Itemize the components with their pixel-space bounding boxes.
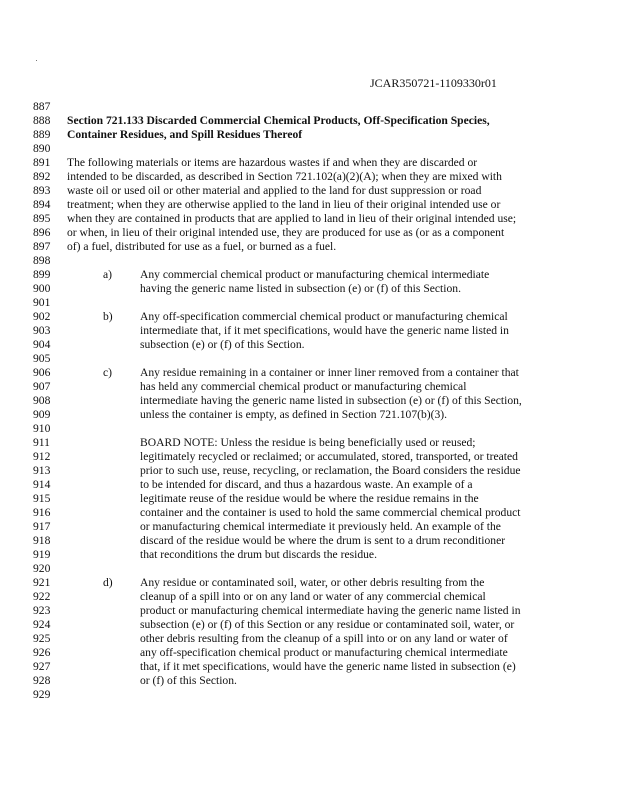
line-number: 892 (33, 170, 51, 183)
line-text: other debris resulting from the cleanup of a spill into or on any land or water of (140, 632, 508, 645)
document-line (0, 100, 618, 114)
document-line (0, 170, 618, 184)
document-line (0, 562, 618, 576)
line-number: 890 (33, 142, 51, 155)
document-line (0, 422, 618, 436)
document-line (0, 128, 618, 142)
line-text: unless the container is empty, as defined in Section 721.107(b)(3). (140, 408, 448, 421)
document-line (0, 324, 618, 338)
line-number: 919 (33, 548, 51, 561)
document-line (0, 478, 618, 492)
document-line (0, 632, 618, 646)
line-number: 889 (33, 128, 51, 141)
document-line (0, 450, 618, 464)
line-number: 927 (33, 660, 51, 673)
line-number: 913 (33, 464, 51, 477)
document-line (0, 282, 618, 296)
line-text: intermediate having the generic name listed in subsection (e) or (f) of this Section, (140, 394, 522, 407)
document-line (0, 142, 618, 156)
document-line (0, 408, 618, 422)
line-text: to be intended for discard, and thus a hazardous waste. An example of a (140, 478, 473, 491)
line-text: or when, in lieu of their original intended use, they are produced for use as (or as a component (67, 226, 505, 239)
document-line (0, 548, 618, 562)
section-heading: Section 721.133 Discarded Commercial Chemical Products, Off-Specification Species, (67, 114, 490, 127)
document-line (0, 394, 618, 408)
line-text: of) a fuel, distributed for use as a fuel, or burned as a fuel. (67, 240, 337, 253)
document-line (0, 576, 618, 590)
document-line (0, 156, 618, 170)
document-line (0, 352, 618, 366)
line-number: 891 (33, 156, 51, 169)
line-number: 910 (33, 422, 51, 435)
line-text: when they are contained in products that are applied to land in lieu of their original intended use; (67, 212, 517, 225)
line-text: or manufacturing chemical intermediate it previously held. An example of the (140, 520, 501, 533)
document-line (0, 338, 618, 352)
line-number: 898 (33, 254, 51, 267)
document-line (0, 618, 618, 632)
line-text: Any residue remaining in a container or inner liner removed from a container that (140, 366, 519, 379)
line-text: that reconditions the drum but discards the residue. (140, 548, 377, 561)
document-line (0, 674, 618, 688)
line-number: 903 (33, 324, 51, 337)
line-text: Any residue or contaminated soil, water, or other debris resulting from the (140, 576, 485, 589)
line-number: 921 (33, 576, 51, 589)
line-number: 920 (33, 562, 51, 575)
line-number: 925 (33, 632, 51, 645)
line-text: subsection (e) or (f) of this Section or any residue or contaminated soil, water, or (140, 618, 515, 631)
line-number: 901 (33, 296, 51, 309)
line-number: 918 (33, 534, 51, 547)
line-number: 894 (33, 198, 51, 211)
document-line (0, 520, 618, 534)
document-line (0, 688, 618, 702)
document-line (0, 604, 618, 618)
line-number: 929 (33, 688, 51, 701)
line-number: 888 (33, 114, 51, 127)
line-text: that, if it met specifications, would have the generic name listed in subsection (e) (140, 660, 516, 673)
line-text: cleanup of a spill into or on any land or water of any commercial chemical (140, 590, 486, 603)
line-text: subsection (e) or (f) of this Section. (140, 338, 305, 351)
line-text: prior to such use, reuse, recycling, or reclamation, the Board considers the residue (140, 464, 521, 477)
line-number: 922 (33, 590, 51, 603)
line-number: 915 (33, 492, 51, 505)
line-text: container and the container is used to hold the same commercial chemical product (140, 506, 521, 519)
line-text: The following materials or items are hazardous wastes if and when they are discarded or (67, 156, 478, 169)
line-number: 924 (33, 618, 51, 631)
line-number: 906 (33, 366, 51, 379)
document-line (0, 310, 618, 324)
line-number: 907 (33, 380, 51, 393)
document-line (0, 198, 618, 212)
line-text: treatment; when they are otherwise applied to the land in lieu of their original intended use or (67, 198, 501, 211)
document-line (0, 268, 618, 282)
line-text: intermediate that, if it met specifications, would have the generic name listed in (140, 324, 509, 337)
line-number: 905 (33, 352, 51, 365)
document-line (0, 646, 618, 660)
document-line (0, 506, 618, 520)
line-number: 896 (33, 226, 51, 239)
line-number: 914 (33, 478, 51, 491)
document-line (0, 240, 618, 254)
document-line (0, 114, 618, 128)
line-text: or (f) of this Section. (140, 674, 237, 687)
subsection-label: b) (103, 310, 113, 323)
document-line (0, 464, 618, 478)
line-number: 902 (33, 310, 51, 323)
line-number: 916 (33, 506, 51, 519)
line-text: any off-specification chemical product or manufacturing chemical intermediate (140, 646, 508, 659)
document-id: JCAR350721-1109330r01 (370, 76, 497, 90)
line-number: 923 (33, 604, 51, 617)
line-text: having the generic name listed in subsection (e) or (f) of this Section. (140, 282, 461, 295)
line-number: 887 (33, 100, 51, 113)
subsection-label: c) (103, 366, 113, 379)
line-number: 908 (33, 394, 51, 407)
line-number: 893 (33, 184, 51, 197)
line-text: legitimate reuse of the residue would be where the residue remains in the (140, 492, 479, 505)
line-number: 904 (33, 338, 51, 351)
line-text: has held any commercial chemical product or manufacturing chemical (140, 380, 467, 393)
document-line (0, 660, 618, 674)
scan-speck (36, 60, 37, 61)
document-line (0, 296, 618, 310)
document-line (0, 590, 618, 604)
document-line (0, 492, 618, 506)
line-text: Any commercial chemical product or manufacturing chemical intermediate (140, 268, 490, 281)
line-number: 897 (33, 240, 51, 253)
line-text: legitimately recycled or reclaimed; or accumulated, stored, transported, or treated (140, 450, 518, 463)
line-number: 909 (33, 408, 51, 421)
line-text: waste oil or used oil or other material and applied to the land for dust suppression or road (67, 184, 482, 197)
line-number: 912 (33, 450, 51, 463)
document-line (0, 534, 618, 548)
document-line (0, 184, 618, 198)
line-text: Any off-specification commercial chemical product or manufacturing chemical (140, 310, 508, 323)
document-line (0, 436, 618, 450)
line-text: intended to be discarded, as described in Section 721.102(a)(2)(A); when they are mixed with (67, 170, 502, 183)
line-number: 895 (33, 212, 51, 225)
line-text: product or manufacturing chemical intermediate having the generic name listed in (140, 604, 521, 617)
subsection-label: a) (103, 268, 113, 281)
document-line (0, 226, 618, 240)
line-number: 928 (33, 674, 51, 687)
line-text: discard of the residue would be where the drum is sent to a drum reconditioner (140, 534, 506, 547)
document-line (0, 254, 618, 268)
line-number: 900 (33, 282, 51, 295)
line-number: 911 (33, 436, 50, 449)
document-line (0, 380, 618, 394)
section-heading: Container Residues, and Spill Residues Thereof (67, 128, 303, 141)
line-text: BOARD NOTE: Unless the residue is being beneficially used or reused; (140, 436, 476, 449)
line-number: 917 (33, 520, 51, 533)
document-line (0, 366, 618, 380)
line-number: 899 (33, 268, 51, 281)
subsection-label: d) (103, 576, 113, 589)
document-line (0, 212, 618, 226)
line-number: 926 (33, 646, 51, 659)
